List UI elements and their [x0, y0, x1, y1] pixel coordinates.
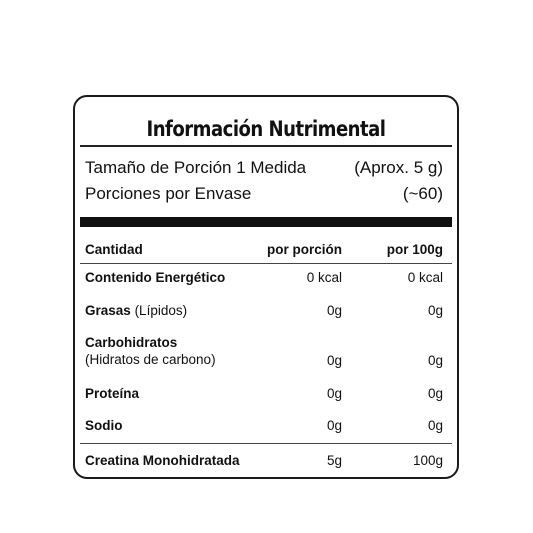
- row-subname: (Lípidos): [134, 303, 188, 318]
- row-name-group: [85, 335, 216, 367]
- header-per-serving: por porción: [267, 242, 342, 257]
- row-name: Grasas: [85, 303, 131, 318]
- nutrition-facts-panel: [73, 95, 459, 479]
- title-divider: [80, 145, 452, 147]
- row-per-serving: 0g: [326, 386, 342, 401]
- serving-size-value: (Aprox. 5 g): [354, 158, 443, 177]
- row-per-serving: 0g: [326, 353, 342, 368]
- servings-per-container-label: Porciones por Envase: [85, 184, 252, 203]
- servings-per-container-row: [85, 184, 443, 204]
- thick-divider: [80, 217, 452, 227]
- row-name: Creatina Monohidratada: [85, 453, 240, 468]
- row-divider: [80, 263, 452, 264]
- nutrition-title: Información Nutrimental: [146, 117, 386, 141]
- row-name: Proteína: [85, 386, 140, 401]
- row-name: Carbohidratos: [85, 335, 178, 350]
- row-name: Contenido Energético: [85, 270, 226, 285]
- row-per-100g: 0g: [427, 303, 443, 318]
- row-per-100g: 0g: [427, 353, 443, 368]
- row-divider: [80, 443, 452, 444]
- row-name-group: [85, 303, 187, 318]
- serving-size-label: Tamaño de Porción 1 Medida: [85, 158, 307, 177]
- serving-size-row: [85, 158, 443, 178]
- row-per-serving: 0g: [326, 418, 342, 433]
- row-per-100g: 100g: [412, 453, 443, 468]
- header-per-100g: por 100g: [386, 242, 443, 257]
- header-quantity: Cantidad: [85, 242, 143, 257]
- row-per-serving: 5g: [326, 453, 342, 468]
- row-subname: (Hidratos de carbono): [85, 352, 216, 367]
- row-per-serving: 0g: [326, 303, 342, 318]
- row-per-100g: 0g: [427, 418, 443, 433]
- row-name: Sodio: [85, 418, 123, 433]
- row-per-100g: 0 kcal: [407, 270, 443, 285]
- row-per-100g: 0g: [427, 386, 443, 401]
- servings-per-container-value: (~60): [402, 184, 443, 203]
- row-per-serving: 0 kcal: [306, 270, 342, 285]
